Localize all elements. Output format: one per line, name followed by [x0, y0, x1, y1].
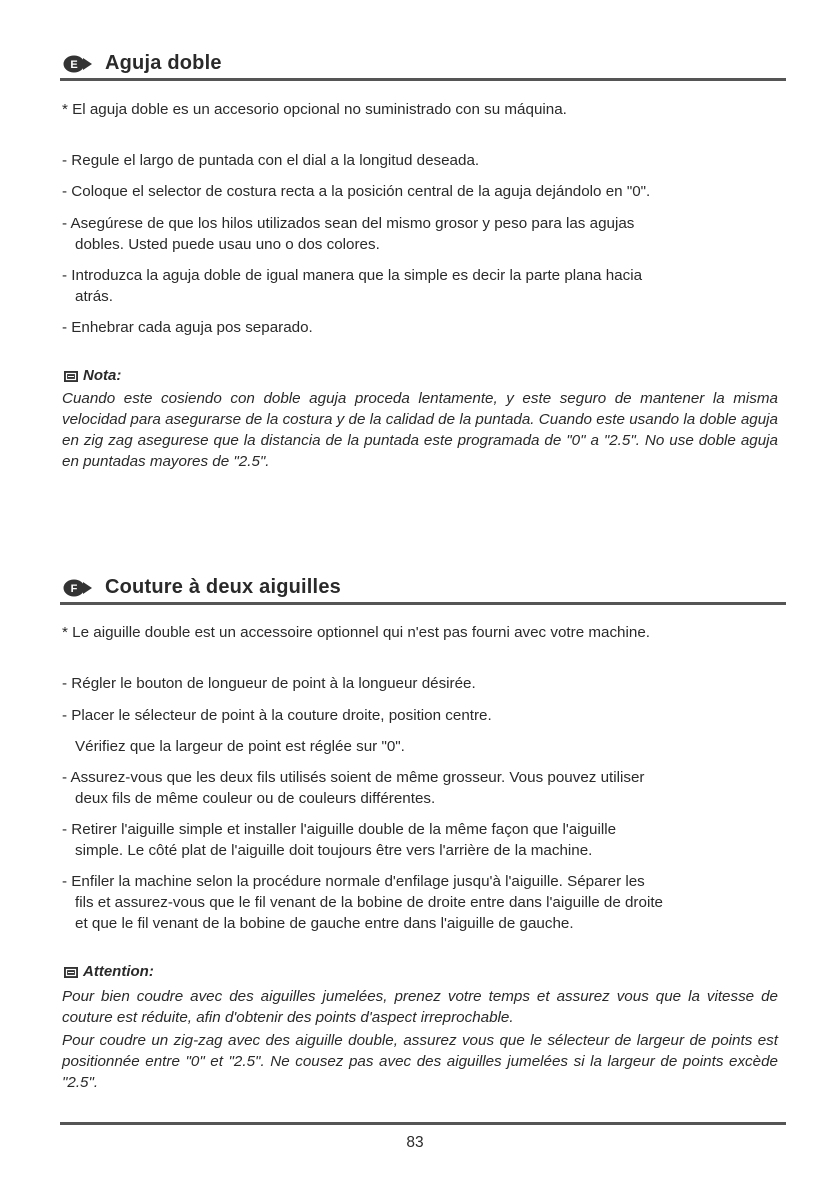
step-fr-4: - Retirer l'aiguille simple et installer l'aiguille double de la même façon que l'aiguille	[62, 821, 617, 838]
step-es-3: - Asegúrese de que los hilos utilizados sean del mismo grosor y peso para las agujas	[62, 215, 635, 232]
language-badge-icon	[63, 579, 93, 597]
note-icon	[64, 371, 78, 382]
attention-label-fr: Attention:	[83, 963, 154, 980]
svg-text:F: F	[70, 583, 78, 595]
section-header-es	[60, 46, 786, 81]
note-icon	[64, 967, 78, 978]
optional-accessory-note-fr: * Le aiguille double est un accessoire optionnel qui n'est pas fourni avec votre machine.	[62, 624, 650, 641]
step-fr-4-cont: simple. Le côté plat de l'aiguille doit toujours être vers l'arrière de la machine.	[75, 842, 593, 859]
step-fr-5: - Enfiler la machine selon la procédure normale d'enfilage jusqu'à l'aiguille. Séparer les	[62, 873, 645, 890]
step-fr-3: - Assurez-vous que les deux fils utilisés soient de même grosseur. Vous pouvez utiliser	[62, 769, 645, 786]
step-fr-3-cont: deux fils de même couleur ou de couleurs différentes.	[75, 790, 436, 807]
step-fr-5-cont-2: et que le fil venant de la bobine de gauche entre dans l'aiguille de gauche.	[75, 915, 574, 932]
step-fr-2-cont: Vérifiez que la largeur de point est réglée sur "0".	[75, 738, 405, 755]
step-es-3-cont: dobles. Usted puede usau uno o dos colores.	[75, 236, 380, 253]
language-badge-icon	[63, 55, 93, 73]
svg-text:E: E	[70, 59, 78, 71]
section-header-fr	[60, 570, 786, 605]
attention-text-fr-1: Pour bien coudre avec des aiguilles jumelées, prenez votre temps et assurez vous que la vitesse de couture est réduite, afin d'obtenir des points d'aspect irreprochable.	[62, 988, 778, 1026]
step-fr-1: - Régler le bouton de longueur de point à la longueur désirée.	[62, 675, 476, 692]
step-es-2: - Coloque el selector de costura recta a la posición central de la aguja dejándolo en "0".	[62, 183, 651, 200]
section-title-fr: Couture à deux aiguilles	[105, 576, 341, 598]
footer-rule	[60, 1122, 786, 1125]
step-fr-2: - Placer le sélecteur de point à la couture droite, position centre.	[62, 707, 492, 724]
step-es-4-cont: atrás.	[75, 288, 113, 305]
step-fr-5-cont-1: fils et assurez-vous que le fil venant de la bobine de droite entre dans l'aiguille de droite	[75, 894, 663, 911]
page-number: 83	[406, 1134, 424, 1151]
note-text-es: Cuando este cosiendo con doble aguja proceda lentamente, y este seguro de mantener la misma velocidad para asegurarse de la costura y de la calidad de la puntada. Cuando este usando la doble aguja en zig zag asegurese que la distancia de la puntada este programada de "0" a "2.5". No use doble aguja en puntadas mayores de "2.5".	[62, 390, 778, 470]
note-label-es: Nota:	[83, 367, 122, 384]
attention-text-fr-2: Pour coudre un zig-zag avec des aiguille double, assurez vous que le sélecteur de largeur de points est positionnée entre "0" et "2.5". Ne cousez pas avec des aiguilles jumelées si la largeur de points excède "2.5".	[62, 1032, 778, 1091]
step-es-5: - Enhebrar cada aguja pos separado.	[62, 319, 313, 336]
optional-accessory-note-es: * El aguja doble es un accesorio opcional no suministrado con su máquina.	[62, 101, 567, 118]
section-title-es: Aguja doble	[105, 52, 222, 74]
step-es-4: - Introduzca la aguja doble de igual manera que la simple es decir la parte plana hacia	[62, 267, 643, 284]
step-es-1: - Regule el largo de puntada con el dial a la longitud deseada.	[62, 152, 480, 169]
